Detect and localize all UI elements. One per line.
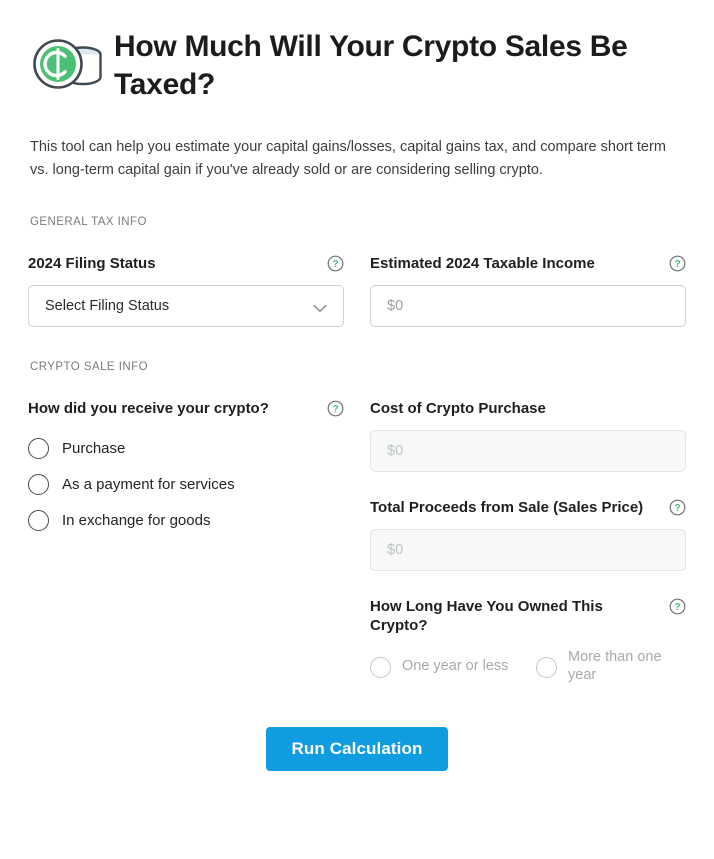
radio-label-one-year-or-less: One year or less bbox=[402, 658, 509, 675]
svg-text:?: ? bbox=[332, 258, 339, 270]
action-row bbox=[28, 727, 686, 771]
radio-circle-icon bbox=[28, 510, 49, 531]
taxable-income-input[interactable] bbox=[370, 285, 686, 327]
radio-circle-icon bbox=[536, 657, 557, 678]
receive-method-field bbox=[28, 399, 344, 539]
svg-text:?: ? bbox=[674, 601, 681, 613]
cost-of-purchase-placeholder: $0 bbox=[387, 442, 404, 459]
help-icon-receive-method[interactable] bbox=[327, 400, 344, 417]
crypto-sale-info-row bbox=[28, 373, 686, 685]
receive-method-column bbox=[28, 373, 344, 685]
radio-option-exchange-for-goods[interactable] bbox=[28, 503, 344, 539]
radio-circle-icon bbox=[370, 657, 391, 678]
filing-status-label-row bbox=[28, 254, 344, 274]
total-proceeds-label: Total Proceeds from Sale (Sales Price) bbox=[370, 498, 644, 516]
total-proceeds-field bbox=[370, 498, 686, 571]
crypto-coins-icon bbox=[28, 26, 114, 98]
taxable-income-label-row bbox=[370, 254, 686, 274]
filing-status-select[interactable] bbox=[28, 285, 344, 327]
taxable-income-label: Estimated 2024 Taxable Income bbox=[370, 254, 595, 272]
section-label-general-tax-info: GENERAL TAX INFO bbox=[30, 215, 147, 228]
radio-circle-icon bbox=[28, 474, 49, 495]
taxable-income-column bbox=[370, 228, 686, 327]
run-calculation-button[interactable]: Run Calculation bbox=[266, 727, 449, 771]
filing-status-column bbox=[28, 228, 344, 327]
svg-text:?: ? bbox=[674, 502, 681, 514]
receive-method-label-row bbox=[28, 399, 344, 419]
radio-label-payment-for-services: As a payment for services bbox=[62, 476, 235, 494]
cost-of-purchase-input[interactable] bbox=[370, 430, 686, 472]
ownership-duration-radio-group bbox=[370, 649, 686, 685]
cost-of-purchase-label: Cost of Crypto Purchase bbox=[370, 399, 546, 417]
ownership-duration-label: How Long Have You Owned This Crypto? bbox=[370, 597, 603, 634]
intro-description: This tool can help you estimate your capital gains/losses, capital gains tax, and compare short term vs. long-term capital gain if you've already sold or are considering selling crypto. bbox=[30, 139, 666, 178]
cost-of-purchase-label-row bbox=[370, 399, 686, 419]
radio-label-purchase: Purchase bbox=[62, 440, 126, 458]
section-label-crypto-sale-info: CRYPTO SALE INFO bbox=[30, 360, 148, 373]
cost-of-purchase-field bbox=[370, 399, 686, 472]
help-icon-filing-status[interactable] bbox=[327, 255, 344, 272]
total-proceeds-placeholder: $0 bbox=[387, 541, 404, 558]
svg-text:?: ? bbox=[674, 258, 681, 270]
svg-text:?: ? bbox=[332, 403, 339, 415]
radio-option-one-year-or-less[interactable] bbox=[370, 649, 518, 685]
filing-status-field bbox=[28, 254, 344, 327]
help-icon-ownership-duration[interactable] bbox=[669, 598, 686, 615]
radio-circle-icon bbox=[28, 438, 49, 459]
total-proceeds-input[interactable] bbox=[370, 529, 686, 571]
receive-method-radio-group bbox=[28, 431, 344, 539]
radio-option-more-than-one-year[interactable] bbox=[536, 649, 684, 685]
page-header bbox=[28, 0, 686, 104]
general-tax-info-row bbox=[28, 228, 686, 327]
radio-option-payment-for-services[interactable] bbox=[28, 467, 344, 503]
help-icon-taxable-income[interactable] bbox=[669, 255, 686, 272]
radio-label-exchange-for-goods: In exchange for goods bbox=[62, 512, 211, 530]
radio-option-purchase[interactable] bbox=[28, 431, 344, 467]
page-title: How Much Will Your Crypto Sales Be Taxed? bbox=[114, 30, 628, 102]
total-proceeds-label-row bbox=[370, 498, 686, 518]
chevron-down-icon bbox=[313, 301, 327, 310]
receive-method-label: How did you receive your crypto? bbox=[28, 399, 269, 417]
ownership-duration-field bbox=[370, 597, 686, 685]
taxable-income-field bbox=[370, 254, 686, 327]
crypto-amounts-column bbox=[370, 373, 686, 685]
ownership-duration-label-row bbox=[370, 597, 686, 635]
taxable-income-placeholder: $0 bbox=[387, 297, 404, 314]
filing-status-selected-value: Select Filing Status bbox=[45, 297, 170, 314]
filing-status-label: 2024 Filing Status bbox=[28, 254, 156, 272]
radio-label-more-than-one-year: More than one year bbox=[568, 649, 662, 684]
help-icon-total-proceeds[interactable] bbox=[669, 499, 686, 516]
